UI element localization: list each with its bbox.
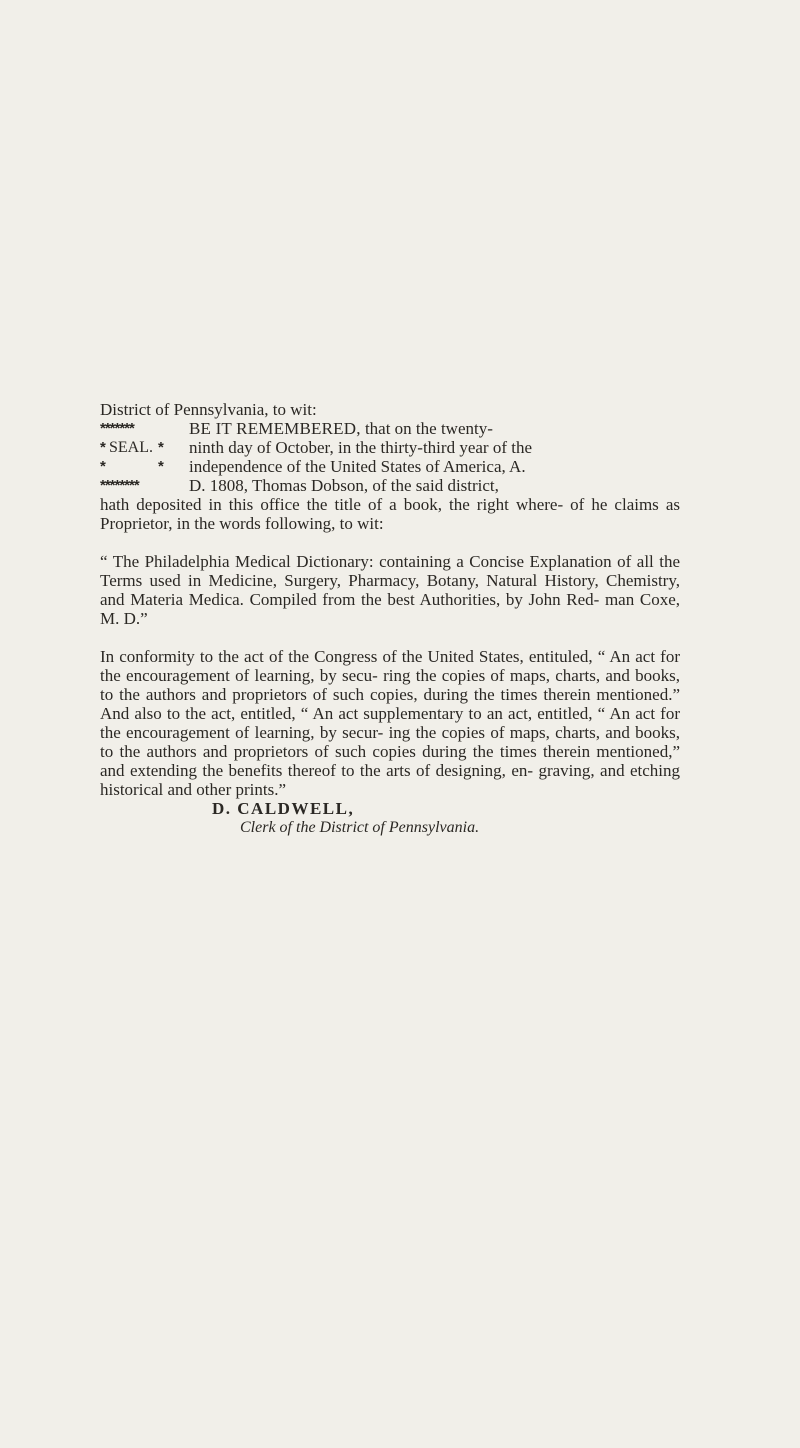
seal-stars-top: ******* — [100, 420, 134, 437]
seal-star-right-2: * — [158, 458, 163, 475]
district-line: District of Pennsylvania, to wit: — [100, 400, 317, 419]
seal-text-line-2: ninth day of October, in the thirty-third year of the — [189, 438, 532, 457]
signature: D. CALDWELL, — [212, 799, 355, 818]
conformity-paragraph: In conformity to the act of the Congress of the United States, entituled, “ An act for the encouragement of learning, by secu- ring the copies of maps, charts, and books, to the authors and proprietors of such copies, during the times therein mentioned.” And also to the act, entitled, “ An act supplementary to an act, entitled, “ An act for the encouragement of learning, by secur- ing the copies of maps, charts, and books, to the authors and proprietors of such copies during the times therein mentioned,” and extending the benefits thereof to the arts of designing, en- graving, and etching historical and other prints.” — [100, 647, 680, 799]
deposit-paragraph: hath deposited in this office the title of a book, the right where- of he claims as Proprietor, in the words following, to wit: — [100, 495, 680, 533]
seal-text-line-3: independence of the United States of America, A. — [189, 457, 526, 476]
clerk-title: Clerk of the District of Pennsylvania. — [240, 819, 480, 836]
seal-star-left: * — [100, 439, 105, 456]
seal-label: SEAL. — [109, 439, 153, 456]
seal-section — [100, 419, 680, 495]
copyright-notice — [100, 400, 680, 837]
seal-text-line-4: D. 1808, Thomas Dobson, of the said district, — [189, 476, 499, 495]
seal-star-left-2: * — [100, 458, 105, 475]
be-it-remembered: BE IT REMEMBERED, — [189, 419, 361, 438]
seal-star-right: * — [158, 439, 163, 456]
seal-text — [189, 419, 681, 495]
seal-text-line-1 — [189, 419, 681, 438]
seal-text-line-1-rest: that on the twenty- — [360, 419, 493, 438]
book-title-quote: “ The Philadelphia Medical Dictionary: containing a Concise Explanation of all the Terms used in Medicine, Surgery, Pharmacy, Botany, Natural History, Chemistry, and Materia Medica. Compiled from the best Authorities, by John Red- man Coxe, M. D.” — [100, 552, 680, 628]
seal-box — [100, 419, 180, 495]
seal-stars-bottom: ******** — [100, 477, 139, 494]
